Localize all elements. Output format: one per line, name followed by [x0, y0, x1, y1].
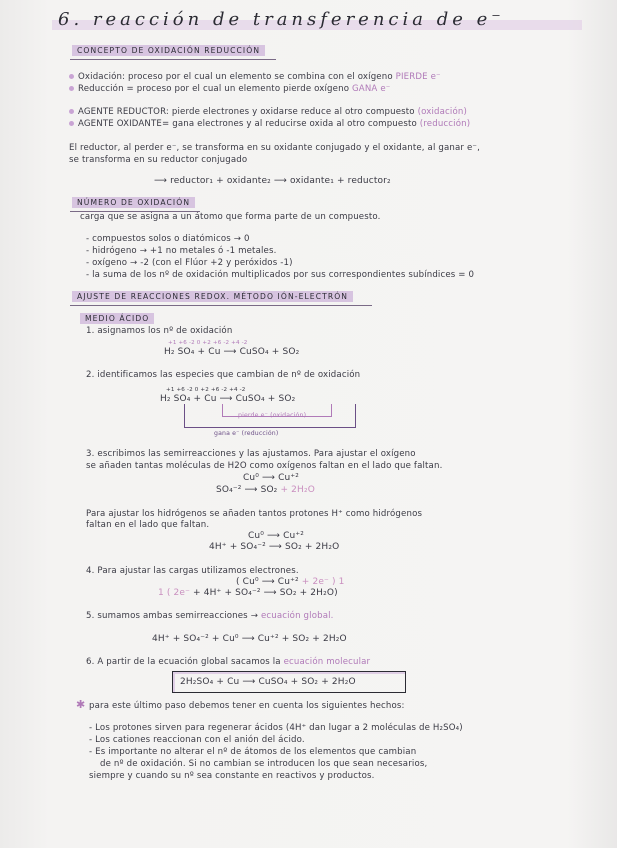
label-pierde: pierde e⁻ (oxidación) [238, 412, 307, 419]
label-gana: gana e⁻ (reducción) [214, 430, 279, 437]
paragraph-reductor-2: se transforma en su reductor conjugado [69, 155, 248, 165]
subheading-medio-acido: MEDIO ÁCIDO [80, 314, 154, 323]
page-title: 6. reacción de transferencia de e⁻ [58, 9, 505, 30]
step-2: 2. identificamos las especies que cambian de nº de oxidación [86, 370, 361, 380]
half-reaction-electrons-1: ( Cu⁰ ⟶ Cu⁺² + 2e⁻ ) 1 [236, 577, 345, 587]
note-protones: - Los protones sirven para regenerar ácidos (4H⁺ dan lugar a 2 moléculas de H₂SO₄) [89, 723, 463, 733]
step-3-line-2: se añaden tantas moléculas de H2O como oxígenos faltan en el lado que faltan. [86, 461, 443, 471]
line-agente-oxidante: AGENTE OXIDANTE= gana electrones y al reducirse oxida al otro compuesto (reducción) [69, 119, 470, 129]
equation-global: 4H⁺ + SO₄⁻² + Cu⁰ ⟶ Cu⁺² + SO₂ + 2H₂O [152, 634, 347, 644]
heading-ajuste-redox: AJUSTE DE REACCIONES REDOX. MÉTODO IÓN-ELECTRÓN [72, 292, 353, 301]
half-reaction-cu-2: Cu⁰ ⟶ Cu⁺² [248, 531, 305, 541]
note-importante-3: siempre y cuando su nº sea constante en reactivos y productos. [89, 771, 375, 781]
step-5: 5. sumamos ambas semirreacciones → ecuación global. [86, 611, 334, 621]
step-4: 4. Para ajustar las cargas utilizamos electrones. [86, 566, 299, 576]
equation-conjugados: ⟶ reductor₁ + oxidante₂ ⟶ oxidante₁ + reductor₂ [154, 176, 391, 186]
heading-underline [70, 305, 372, 306]
rule-compuestos: - compuestos solos o diatómicos → 0 [86, 234, 250, 244]
step-1: 1. asignamos los nº de oxidación [86, 326, 233, 336]
note-intro: para este último paso debemos tener en cuenta los siguientes hechos: [89, 701, 405, 711]
half-reaction-electrons-2: 1 ( 2e⁻ + 4H⁺ + SO₄⁻² ⟶ SO₂ + 2H₂O) [158, 588, 338, 598]
step-3-line-1: 3. escribimos las semirreacciones y las ajustamos. Para ajustar el oxígeno [86, 449, 416, 459]
paragraph-reductor-1: El reductor, al perder e⁻, se transforma en su oxidante conjugado y el oxidante, al ganar e⁻, [69, 143, 480, 153]
half-reaction-so4-2: 4H⁺ + SO₄⁻² ⟶ SO₂ + 2H₂O [209, 542, 340, 552]
half-reaction-so4: SO₄⁻² ⟶ SO₂ + 2H₂O [216, 485, 315, 495]
rule-hidrogeno: - hidrógeno → +1 no metales ó -1 metales. [86, 246, 277, 256]
line-agente-reductor: AGENTE REDUCTOR: pierde electrones y oxidarse reduce al otro compuesto (oxidación) [69, 107, 467, 117]
definition-numero-oxidacion: carga que se asigna a un átomo que forma parte de un compuesto. [80, 212, 381, 222]
equation-step-1: H₂ SO₄ + Cu ⟶ CuSO₄ + SO₂ [164, 347, 300, 357]
half-reaction-cu: Cu⁰ ⟶ Cu⁺² [243, 473, 300, 483]
bracket-gana [184, 404, 356, 428]
paragraph-hidrogenos-1: Para ajustar los hidrógenos se añaden tantos protones H⁺ como hidrógenos [86, 509, 423, 519]
heading-numero-oxidacion: NÚMERO DE OXIDACIÓN [72, 198, 195, 207]
line-reduccion: Reducción = proceso por el cual un elemento pierde oxígeno GANA e⁻ [69, 84, 390, 94]
rule-oxigeno: - oxígeno → -2 (con el Flúor +2 y peróxidos -1) [86, 258, 293, 268]
line-oxidacion: Oxidación: proceso por el cual un elemento se combina con el oxígeno PIERDE e⁻ [69, 72, 441, 82]
equation-step-2: H₂ SO₄ + Cu ⟶ CuSO₄ + SO₂ [160, 394, 296, 404]
bullet-icon [69, 74, 74, 79]
bullet-icon [69, 121, 74, 126]
heading-underline [70, 59, 276, 60]
note-cationes: - Los cationes reaccionan con el anión del ácido. [89, 735, 305, 745]
asterisk-icon: ✱ [76, 698, 86, 711]
rule-suma: - la suma de los nº de oxidación multiplicados por sus correspondientes subíndices = 0 [86, 270, 475, 280]
step-6: 6. A partir de la ecuación global sacamos la ecuación molecular [86, 657, 371, 667]
note-importante-1: - Es importante no alterar el nº de átomos de los elementos que cambian [89, 747, 417, 757]
bullet-icon [69, 109, 74, 114]
bullet-icon [69, 86, 74, 91]
note-importante-2: de nº de oxidación. Si no cambian se introducen los que sean necesarios, [100, 759, 428, 769]
oxidation-numbers-1: +1 +6 -2 0 +2 +6 -2 +4 -2 [168, 340, 248, 346]
paragraph-hidrogenos-2: faltan en el lado que faltan. [86, 520, 210, 530]
equation-molecular: 2H₂SO₄ + Cu ⟶ CuSO₄ + SO₂ + 2H₂O [180, 677, 356, 687]
oxidation-numbers-2: +1 +6 -2 0 +2 +6 -2 +4 -2 [166, 387, 246, 393]
heading-oxidacion-reduccion: CONCEPTO DE OXIDACIÓN REDUCCIÓN [72, 46, 265, 55]
